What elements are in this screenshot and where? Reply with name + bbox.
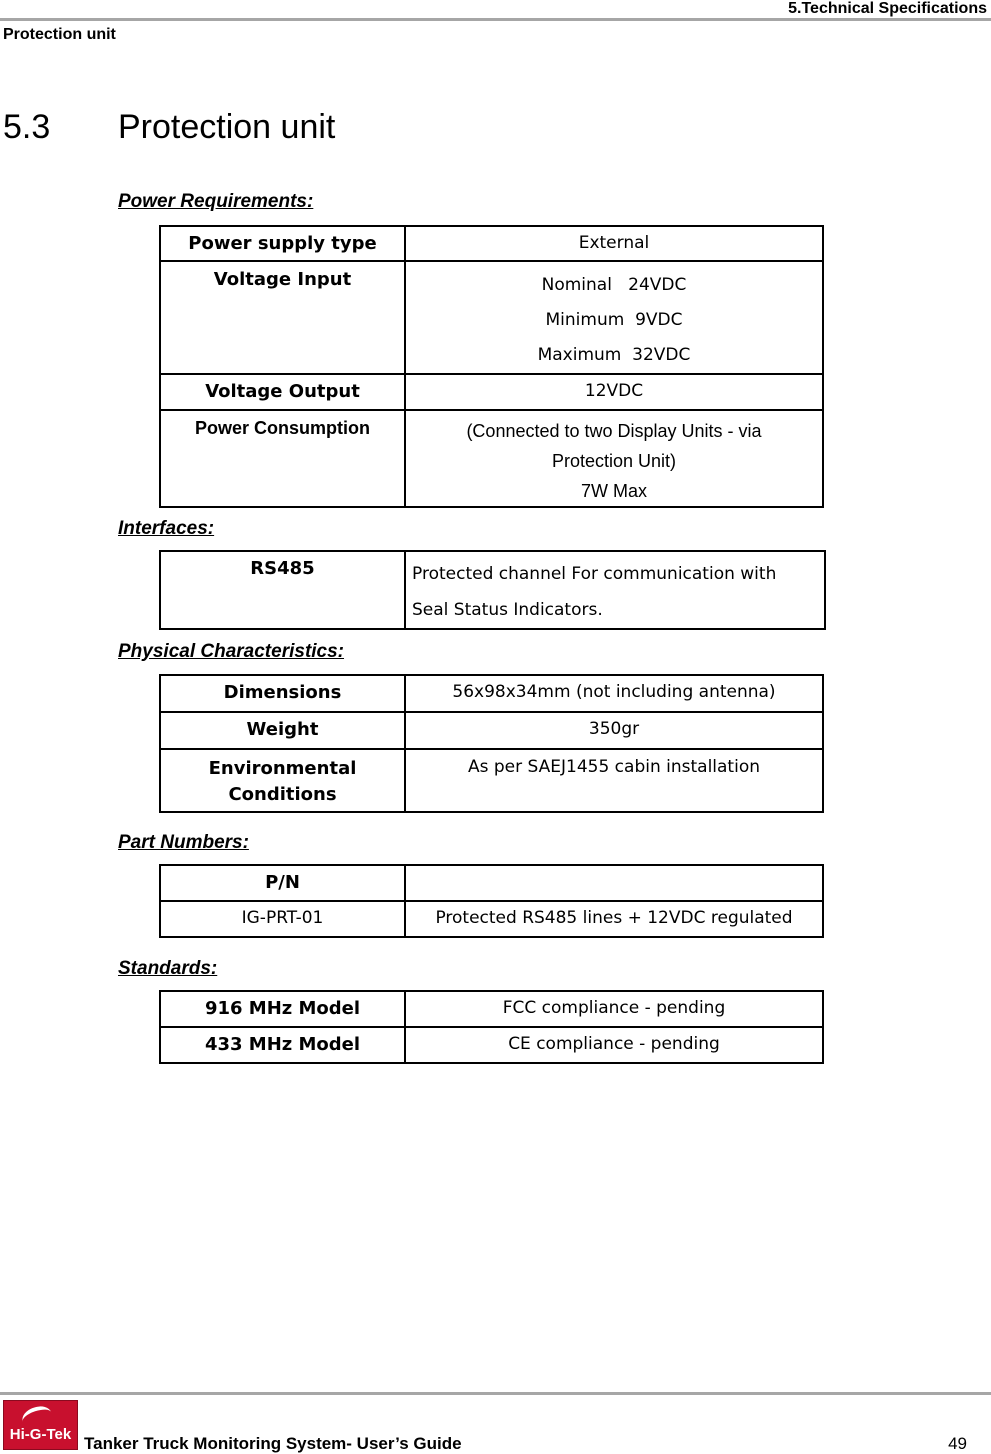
power-consumption-values (405, 410, 823, 507)
rs485-line-1: Protected channel For communication with (412, 564, 777, 584)
power-table (159, 225, 824, 508)
dimensions-label: Dimensions (160, 675, 405, 712)
table-row (160, 749, 823, 812)
table-row (160, 901, 823, 937)
voltage-nominal: Nominal 24VDC (541, 275, 687, 295)
model-916-value: FCC compliance - pending (405, 991, 823, 1027)
rs485-value (405, 551, 825, 629)
rs485-line-2: Seal Status Indicators. (412, 600, 603, 620)
voltage-output-label: Voltage Output (160, 374, 405, 410)
physical-table (159, 674, 824, 813)
pn-column-header: P/N (160, 865, 405, 901)
model-433-label: 433 MHz Model (160, 1027, 405, 1063)
part-numbers-table (159, 864, 824, 938)
table-row (160, 374, 823, 410)
table-row (160, 991, 823, 1027)
table-row (160, 410, 823, 507)
consumption-line-1: (Connected to two Display Units - via (466, 421, 762, 441)
rs485-label: RS485 (160, 551, 405, 629)
physical-heading: Physical Characteristics: (118, 641, 345, 662)
header-rule (0, 18, 991, 21)
standards-table (159, 990, 824, 1064)
voltage-output-value: 12VDC (405, 374, 823, 410)
voltage-minimum: Minimum 9VDC (545, 310, 683, 330)
weight-value: 350gr (405, 712, 823, 749)
part-numbers-heading: Part Numbers: (118, 832, 249, 853)
logo-text: Hi-G-Tek (9, 1426, 72, 1443)
table-row (160, 865, 823, 901)
table-row (160, 551, 825, 629)
interfaces-table (159, 550, 826, 630)
table-row (160, 675, 823, 712)
power-consumption-label: Power Consumption (160, 410, 405, 507)
chapter-header: 5.Technical Specifications (788, 0, 987, 17)
environmental-label-line-1: Environmental (208, 758, 357, 779)
standards-heading: Standards: (118, 958, 218, 979)
part-description: Protected RS485 lines + 12VDC regulated (405, 901, 823, 937)
section-title: Protection unit (118, 108, 336, 146)
environmental-value: As per SAEJ1455 cabin installation (405, 749, 823, 812)
environmental-label (160, 749, 405, 812)
table-row (160, 261, 823, 374)
section-header: Protection unit (3, 26, 116, 43)
voltage-maximum: Maximum 32VDC (537, 345, 691, 365)
voltage-input-label: Voltage Input (160, 261, 405, 374)
power-requirements-heading: Power Requirements: (118, 191, 314, 212)
company-logo (3, 1400, 78, 1450)
page-number: 49 (948, 1434, 967, 1453)
model-433-value: CE compliance - pending (405, 1027, 823, 1063)
power-supply-type-label: Power supply type (160, 226, 405, 261)
description-column-header (405, 865, 823, 901)
table-row (160, 226, 823, 261)
interfaces-heading: Interfaces: (118, 518, 215, 539)
table-row (160, 712, 823, 749)
dimensions-value: 56x98x34mm (not including antenna) (405, 675, 823, 712)
consumption-line-2: Protection Unit) (551, 451, 677, 471)
power-supply-type-value: External (405, 226, 823, 261)
footer-rule (0, 1392, 991, 1395)
environmental-label-line-2: Conditions (228, 784, 337, 805)
consumption-line-3: 7W Max (580, 481, 647, 501)
table-row (160, 1027, 823, 1063)
section-number: 5.3 (3, 108, 51, 146)
weight-label: Weight (160, 712, 405, 749)
model-916-label: 916 MHz Model (160, 991, 405, 1027)
footer-title: Tanker Truck Monitoring System- User’s Guide (84, 1434, 462, 1453)
voltage-input-values (405, 261, 823, 374)
part-number: IG-PRT-01 (160, 901, 405, 937)
